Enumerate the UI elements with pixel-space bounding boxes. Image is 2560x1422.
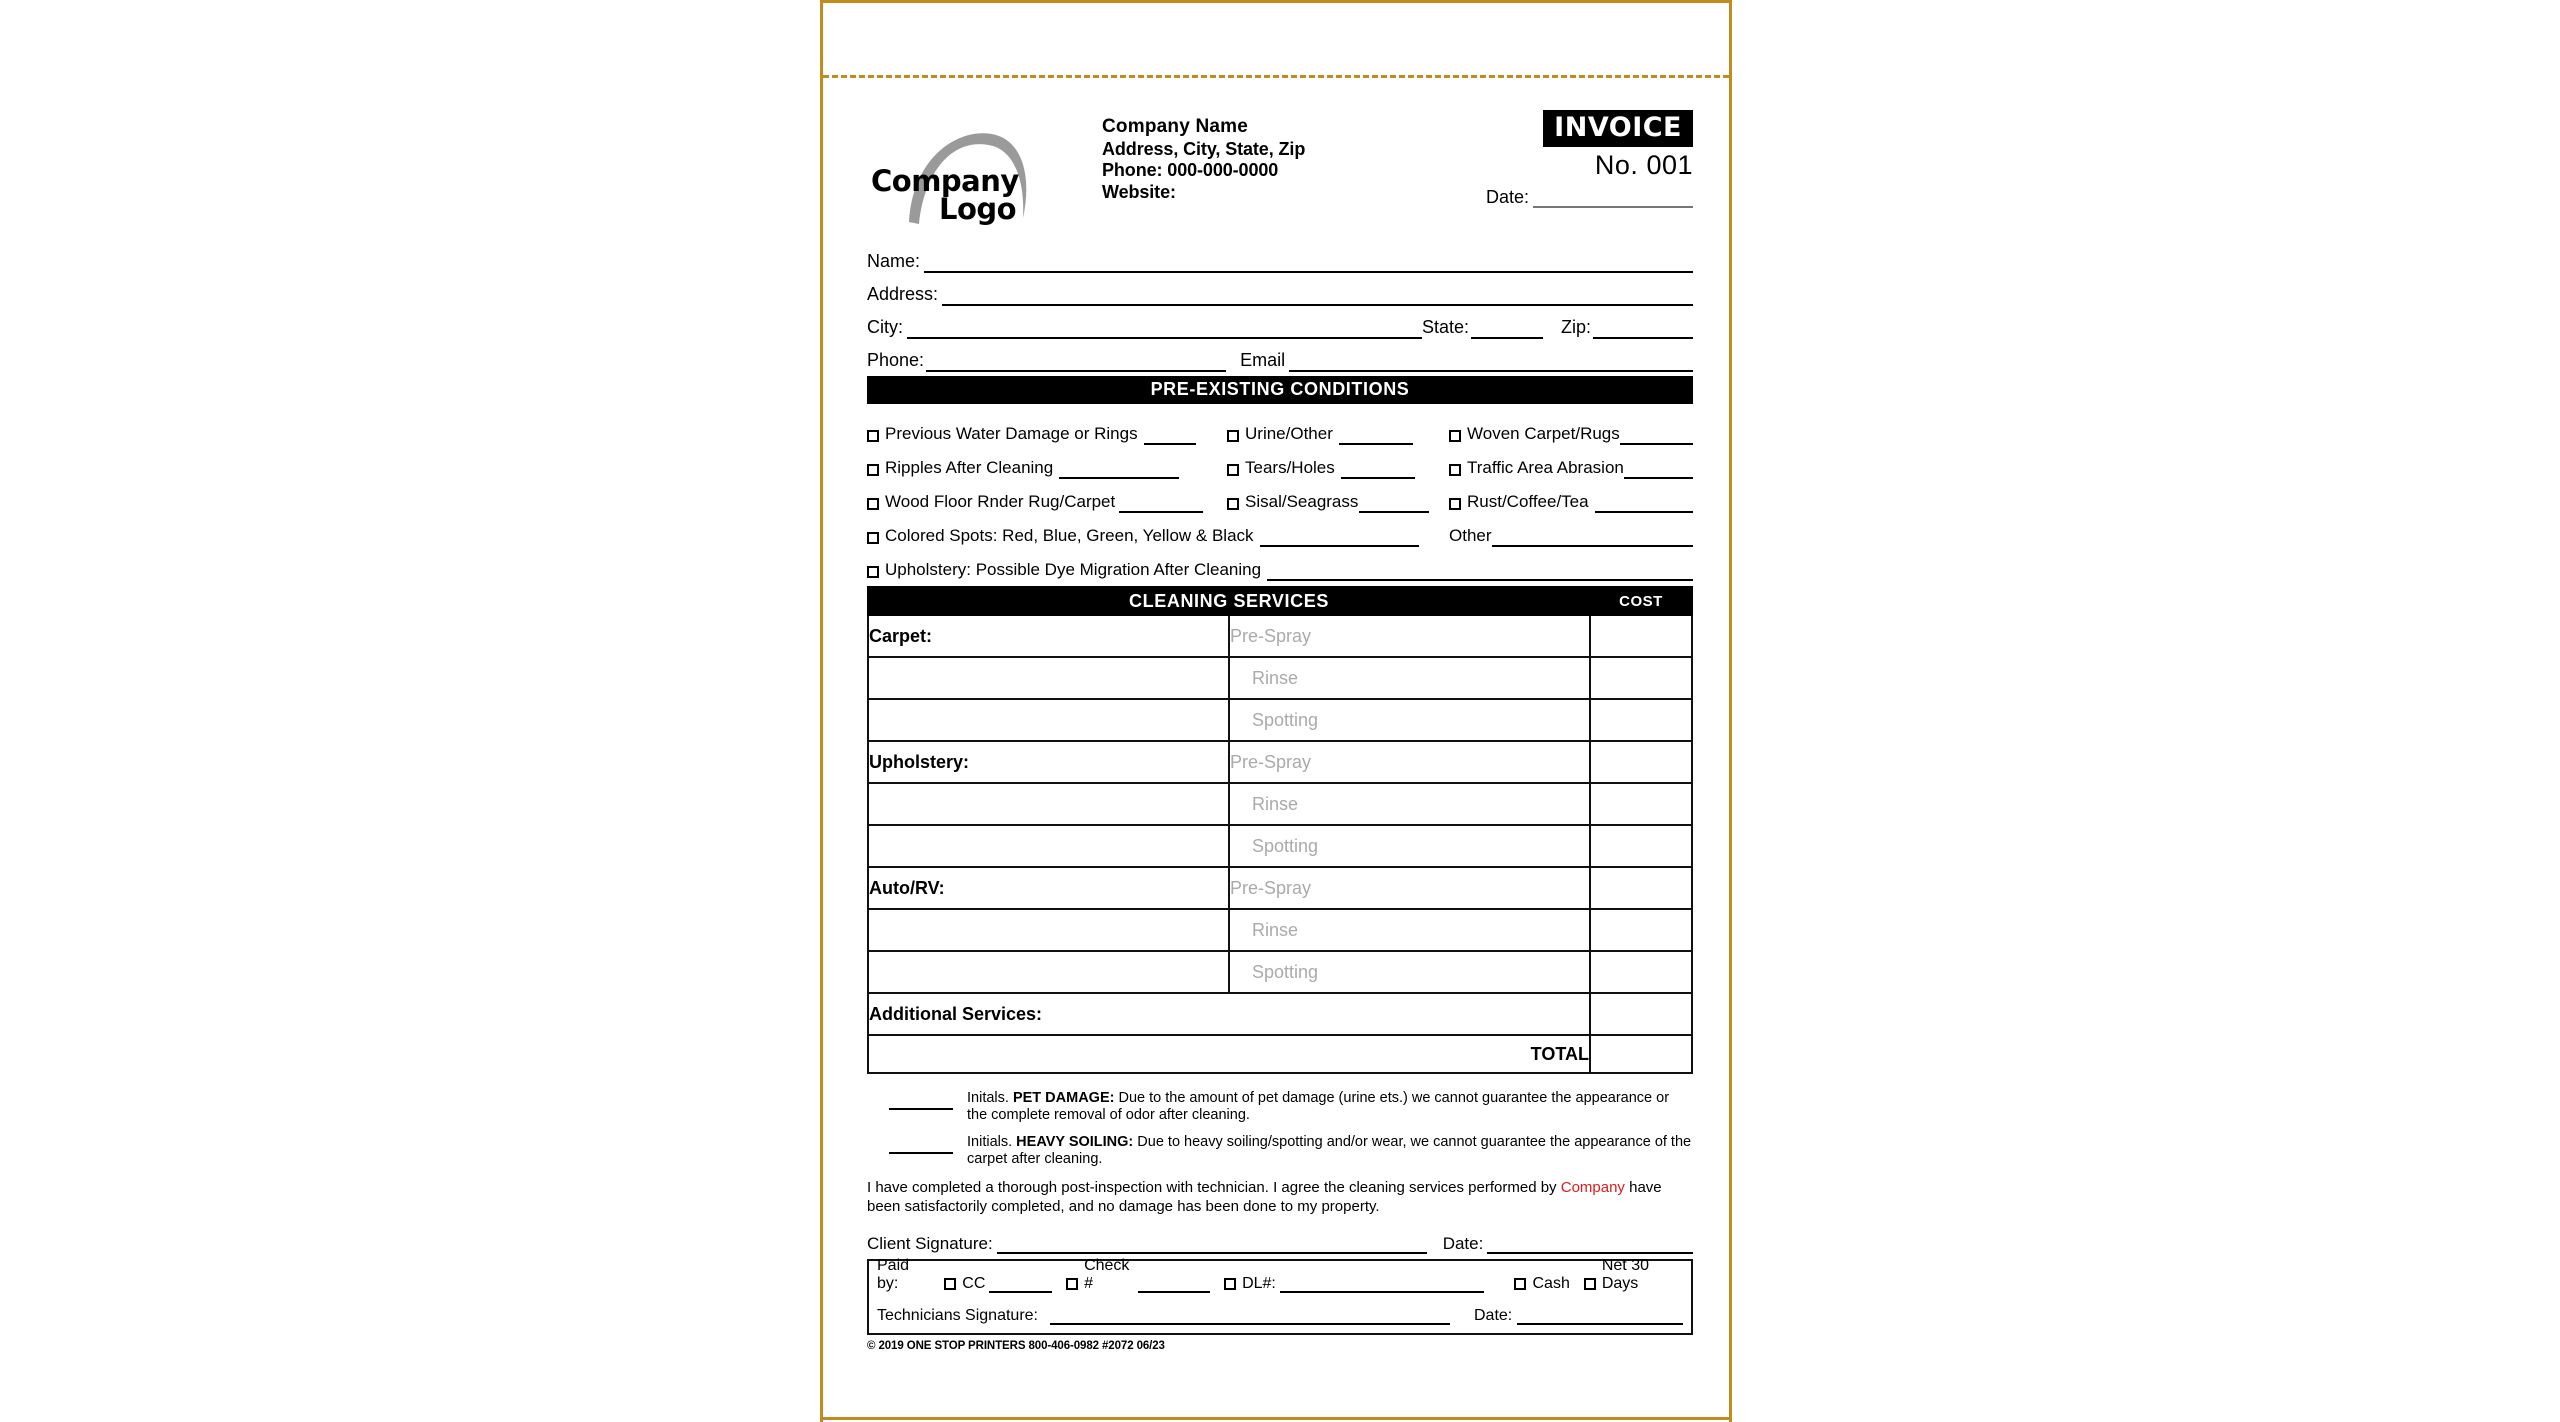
customer-zip-label: Zip: <box>1560 317 1591 337</box>
services-table-body <box>868 615 1692 1073</box>
payment-box <box>867 1259 1693 1335</box>
disclaimer-body: Due to the amount of pet damage (urine ets.) we cannot guarantee the appearance or the complete removal of odor after cleaning. <box>967 1090 1670 1123</box>
checkbox-icon[interactable] <box>1449 498 1461 510</box>
service-item: Spotting <box>1229 699 1590 741</box>
customer-address-row <box>867 273 1693 306</box>
service-cost-input[interactable] <box>1590 783 1692 825</box>
checkbox-icon[interactable] <box>867 566 879 578</box>
service-item: Pre-Spray <box>1229 615 1590 657</box>
service-category: Carpet: <box>868 615 1229 657</box>
customer-email-input[interactable] <box>1289 354 1693 372</box>
form-sheet-bottom-edge <box>820 1417 1732 1420</box>
condition-label: Ripples After Cleaning <box>885 458 1054 477</box>
customer-phone-input[interactable] <box>926 354 1226 372</box>
condition-note-input[interactable] <box>1267 564 1693 581</box>
table-row-additional-services <box>868 993 1692 1035</box>
company-address: Address, City, State, Zip <box>1102 138 1306 159</box>
condition-note-input[interactable] <box>1119 496 1203 513</box>
technician-signature-input[interactable] <box>1050 1309 1450 1325</box>
additional-services-cost-input[interactable] <box>1590 993 1692 1035</box>
initials-input[interactable] <box>889 1090 953 1110</box>
invoice-date-row <box>1403 187 1693 208</box>
service-item: Rinse <box>1229 783 1590 825</box>
disclaimer-heading: HEAVY SOILING: <box>1016 1134 1134 1150</box>
payment-dl-input[interactable] <box>1280 1277 1485 1293</box>
condition-label: Urine/Other <box>1245 424 1333 443</box>
service-item: Pre-Spray <box>1229 741 1590 783</box>
checkbox-icon[interactable] <box>1449 430 1461 442</box>
invoice-date-input[interactable] <box>1533 191 1693 208</box>
checkbox-icon[interactable] <box>1224 1278 1236 1290</box>
invoice-content <box>867 110 1693 1352</box>
condition-note-input[interactable] <box>1595 496 1693 513</box>
checkbox-icon[interactable] <box>944 1278 956 1290</box>
customer-city-label: City: <box>867 317 903 337</box>
service-cost-input[interactable] <box>1590 867 1692 909</box>
perforation-dashed-line <box>823 75 1729 78</box>
customer-state-input[interactable] <box>1471 321 1543 339</box>
condition-ripples-after-cleaning[interactable] <box>867 458 1227 479</box>
condition-row <box>867 547 1693 581</box>
condition-traffic-area-abrasion[interactable] <box>1449 458 1693 479</box>
table-row-total <box>868 1035 1692 1073</box>
condition-wood-floor-under-rug[interactable] <box>867 492 1227 513</box>
service-item: Rinse <box>1229 657 1590 699</box>
customer-name-input[interactable] <box>924 255 1693 273</box>
condition-note-input[interactable] <box>1144 428 1196 445</box>
service-category: Upholstery: <box>868 741 1229 783</box>
table-row <box>868 741 1692 783</box>
client-date-label: Date: <box>1442 1234 1484 1253</box>
service-category <box>868 825 1229 867</box>
total-cost-input[interactable] <box>1590 1035 1692 1073</box>
service-category <box>868 783 1229 825</box>
technician-signature-label: Technicians Signature: <box>877 1307 1038 1324</box>
cost-column-header: COST <box>1590 587 1692 615</box>
customer-email-label: Email <box>1240 350 1286 370</box>
paid-by-label: Paid by: <box>877 1257 910 1292</box>
agreement-part1: I have completed a thorough post-inspection with technician. I agree the cleaning services performed by <box>867 1179 1561 1196</box>
condition-upholstery-dye-migration[interactable] <box>867 560 1693 581</box>
payment-check-input[interactable] <box>1138 1277 1210 1293</box>
total-label: TOTAL <box>868 1035 1590 1073</box>
agreement-part2: have been satisfactorily completed, and no damage has been done to my property. <box>867 1179 1662 1215</box>
table-row <box>868 909 1692 951</box>
customer-phone-row <box>867 339 1693 372</box>
disclaimer-text <box>967 1134 1693 1168</box>
company-phone: Phone: 000-000-0000 <box>1102 160 1279 180</box>
disclaimer-heavy-soiling <box>867 1134 1693 1168</box>
company-info-block <box>1102 116 1305 203</box>
payment-check-label: Check # <box>1084 1257 1130 1292</box>
service-category <box>868 909 1229 951</box>
service-cost-input[interactable] <box>1590 825 1692 867</box>
service-category: Auto/RV: <box>868 867 1229 909</box>
client-signature-label: Client Signature: <box>867 1234 993 1253</box>
customer-city-input[interactable] <box>907 321 1422 339</box>
disclaimers-block <box>867 1090 1693 1168</box>
checkbox-icon[interactable] <box>867 532 879 544</box>
client-signature-input[interactable] <box>997 1237 1427 1254</box>
disclaimer-heading: PET DAMAGE: <box>1012 1090 1115 1106</box>
customer-address-label: Address: <box>867 284 939 304</box>
customer-name-row <box>867 240 1693 273</box>
customer-state-label: State: <box>1421 317 1469 337</box>
payment-cash-label: Cash <box>1532 1275 1570 1292</box>
customer-name-label: Name: <box>867 251 921 271</box>
service-item: Spotting <box>1229 951 1590 993</box>
condition-other-input[interactable] <box>1492 530 1693 547</box>
table-row <box>868 951 1692 993</box>
condition-label: Sisal/Seagrass <box>1245 492 1359 511</box>
table-row <box>868 615 1692 657</box>
condition-label: Colored Spots: Red, Blue, Green, Yellow & Black <box>885 526 1254 545</box>
initials-input[interactable] <box>889 1134 953 1154</box>
table-row <box>868 657 1692 699</box>
company-logo <box>867 118 1067 228</box>
logo-text-company: Company <box>871 164 1019 198</box>
preexisting-conditions-header: PRE-EXISTING CONDITIONS <box>867 376 1693 404</box>
service-category <box>868 657 1229 699</box>
condition-tears-holes[interactable] <box>1227 458 1449 479</box>
table-row <box>868 783 1692 825</box>
table-row <box>868 867 1692 909</box>
condition-note-input[interactable] <box>1624 462 1693 479</box>
agreement-company-word: Company <box>1560 1179 1625 1196</box>
technician-date-label: Date: <box>1473 1307 1513 1324</box>
checkbox-icon[interactable] <box>1227 498 1239 510</box>
condition-note-input[interactable] <box>1359 496 1429 513</box>
condition-label: Woven Carpet/Rugs <box>1467 424 1620 443</box>
condition-note-input[interactable] <box>1059 462 1179 479</box>
condition-note-input[interactable] <box>1339 428 1413 445</box>
payment-dl-label: DL#: <box>1242 1275 1276 1292</box>
condition-label: Rust/Coffee/Tea <box>1467 492 1589 511</box>
condition-other[interactable] <box>1449 526 1693 547</box>
additional-services-label[interactable]: Additional Services: <box>868 993 1590 1035</box>
customer-fields <box>867 240 1693 372</box>
service-item: Pre-Spray <box>1229 867 1590 909</box>
table-row <box>868 699 1692 741</box>
checkbox-icon[interactable] <box>867 498 879 510</box>
invoice-title-badge: INVOICE <box>1543 110 1693 147</box>
condition-row <box>867 411 1693 445</box>
agreement-paragraph <box>867 1178 1693 1216</box>
service-cost-input[interactable] <box>1590 615 1692 657</box>
condition-note-input[interactable] <box>1260 530 1419 547</box>
condition-woven-carpet-rugs[interactable] <box>1449 424 1693 445</box>
disclaimer-text <box>967 1090 1693 1124</box>
preexisting-conditions-list <box>867 411 1693 581</box>
invoice-number-block <box>1403 110 1693 208</box>
company-name: Company Name <box>1102 116 1248 137</box>
logo-text-logo: Logo <box>939 192 1017 226</box>
cleaning-services-table <box>867 586 1693 1074</box>
condition-label: Wood Floor Rnder Rug/Carpet <box>885 492 1116 511</box>
technician-date-input[interactable] <box>1517 1309 1683 1325</box>
condition-colored-spots[interactable] <box>867 526 1449 547</box>
services-column-header: CLEANING SERVICES <box>868 587 1590 615</box>
condition-sisal-seagrass[interactable] <box>1227 492 1449 513</box>
payment-methods-row <box>877 1257 1683 1293</box>
checkbox-icon[interactable] <box>1584 1278 1596 1290</box>
checkbox-icon[interactable] <box>867 430 879 442</box>
copyright-notice: © 2019 ONE STOP PRINTERS 800-406-0982 #2072 06/23 <box>867 1340 1165 1352</box>
client-signature-row <box>867 1228 1693 1254</box>
initials-label: Initals. <box>967 1090 1009 1106</box>
initials-label: Initials. <box>967 1134 1013 1150</box>
invoice-date-label: Date: <box>1485 187 1529 207</box>
table-header-row <box>868 587 1692 615</box>
condition-urine-other[interactable] <box>1227 424 1449 445</box>
service-cost-input[interactable] <box>1590 699 1692 741</box>
condition-note-input[interactable] <box>1620 428 1693 445</box>
service-cost-input[interactable] <box>1590 741 1692 783</box>
invoice-number: No. 001 <box>1594 150 1693 180</box>
client-date-input[interactable] <box>1487 1237 1693 1254</box>
customer-city-row <box>867 306 1693 339</box>
customer-zip-input[interactable] <box>1593 321 1693 339</box>
condition-label: Traffic Area Abrasion <box>1467 458 1624 477</box>
disclaimer-body: Due to heavy soiling/spotting and/or wear, we cannot guarantee the appearance of the carpet after cleaning. <box>967 1134 1692 1167</box>
service-item: Spotting <box>1229 825 1590 867</box>
checkbox-icon[interactable] <box>867 464 879 476</box>
checkbox-icon[interactable] <box>1227 430 1239 442</box>
customer-phone-label: Phone: <box>867 350 925 370</box>
service-category <box>868 699 1229 741</box>
condition-row <box>867 513 1693 547</box>
condition-label: Upholstery: Possible Dye Migration After Cleaning <box>885 560 1262 579</box>
invoice-header <box>867 110 1693 238</box>
service-item: Rinse <box>1229 909 1590 951</box>
condition-row <box>867 479 1693 513</box>
service-category <box>868 951 1229 993</box>
company-website: Website: <box>1102 181 1176 202</box>
payment-net30-label: Net 30 Days <box>1601 1257 1649 1292</box>
payment-cc-input[interactable] <box>989 1277 1052 1293</box>
service-cost-input[interactable] <box>1590 909 1692 951</box>
condition-rust-coffee-tea[interactable] <box>1449 492 1693 513</box>
condition-other-label: Other <box>1449 526 1492 545</box>
condition-label: Tears/Holes <box>1245 458 1335 477</box>
technician-signature-row <box>877 1297 1683 1325</box>
condition-row <box>867 445 1693 479</box>
checkbox-icon[interactable] <box>1514 1278 1526 1290</box>
service-cost-input[interactable] <box>1590 657 1692 699</box>
customer-address-input[interactable] <box>942 288 1693 306</box>
condition-label: Previous Water Damage or Rings <box>885 424 1138 443</box>
service-cost-input[interactable] <box>1590 951 1692 993</box>
condition-note-input[interactable] <box>1341 462 1415 479</box>
checkbox-icon[interactable] <box>1066 1278 1078 1290</box>
payment-cc-label: CC <box>962 1275 986 1292</box>
checkbox-icon[interactable] <box>1227 464 1239 476</box>
checkbox-icon[interactable] <box>1449 464 1461 476</box>
disclaimer-pet-damage <box>867 1090 1693 1124</box>
table-row <box>868 825 1692 867</box>
condition-previous-water-damage[interactable] <box>867 424 1227 445</box>
